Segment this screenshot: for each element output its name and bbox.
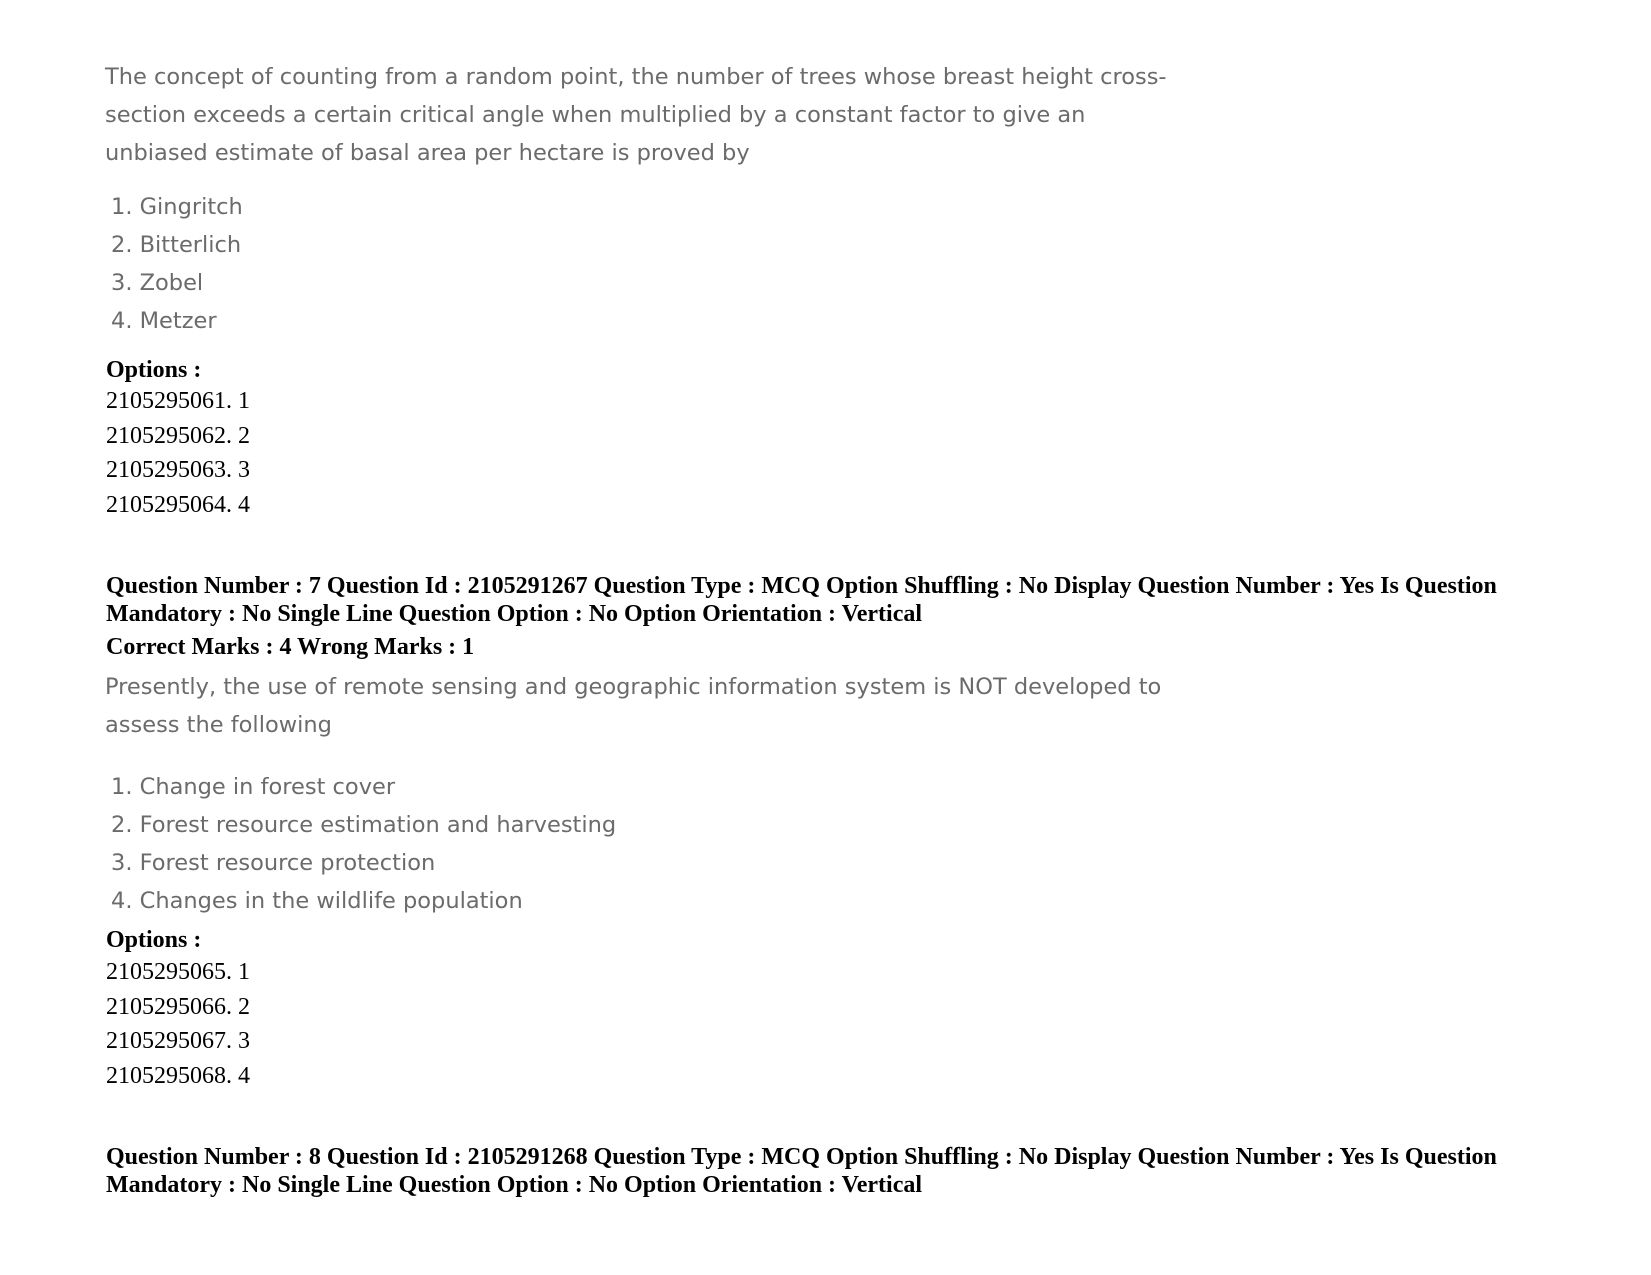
option-id: 2105295063. 3 xyxy=(106,457,250,483)
choice-item: 4. Metzer xyxy=(111,308,217,334)
options-label: Options : xyxy=(106,357,202,383)
choice-item: 1. Gingritch xyxy=(111,194,243,220)
question-text-line: unbiased estimate of basal area per hectare is proved by xyxy=(105,140,750,166)
meta-line: Question Number : 8 Question Id : 2105291268 Question Type : MCQ Option Shuffling : No Display Question Number : Yes Is Question xyxy=(106,1144,1497,1170)
question-6-options xyxy=(106,384,250,522)
question-7-marks: Correct Marks : 4 Wrong Marks : 1 xyxy=(106,634,475,660)
question-6-text xyxy=(105,58,1205,172)
option-id: 2105295062. 2 xyxy=(106,422,250,449)
question-6-choices xyxy=(111,188,243,340)
question-7-options xyxy=(106,955,250,1093)
choice-item: 2. Bitterlich xyxy=(111,232,242,258)
choice-item: 2. Forest resource estimation and harvesting xyxy=(111,812,617,838)
question-7-choices xyxy=(111,768,616,920)
option-id: 2105295067. 3 xyxy=(106,1028,250,1054)
option-id: 2105295064. 4 xyxy=(106,491,250,518)
options-label: Options : xyxy=(106,927,202,953)
question-text-line: section exceeds a certain critical angle when multiplied by a constant factor to give an xyxy=(105,102,1086,128)
meta-line: Mandatory : No Single Line Question Option : No Option Orientation : Vertical xyxy=(106,1172,923,1198)
option-id: 2105295066. 2 xyxy=(106,993,250,1020)
question-text-line: The concept of counting from a random point, the number of trees whose breast height cross- xyxy=(105,64,1167,90)
meta-line: Mandatory : No Single Line Question Option : No Option Orientation : Vertical xyxy=(106,601,923,627)
option-id: 2105295068. 4 xyxy=(106,1062,250,1089)
option-id: 2105295061. 1 xyxy=(106,388,250,414)
choice-item: 3. Zobel xyxy=(111,270,204,296)
choice-item: 1. Change in forest cover xyxy=(111,774,396,800)
question-7-text xyxy=(105,668,1205,744)
meta-line: Question Number : 7 Question Id : 2105291267 Question Type : MCQ Option Shuffling : No Display Question Number : Yes Is Question xyxy=(106,573,1497,599)
question-7-meta xyxy=(106,572,1566,628)
option-id: 2105295065. 1 xyxy=(106,959,250,985)
question-text-line: Presently, the use of remote sensing and geographic information system is NOT developed to xyxy=(105,674,1162,700)
question-text-line: assess the following xyxy=(105,712,332,738)
question-8-meta xyxy=(106,1143,1566,1199)
choice-item: 3. Forest resource protection xyxy=(111,850,436,876)
choice-item: 4. Changes in the wildlife population xyxy=(111,888,523,914)
